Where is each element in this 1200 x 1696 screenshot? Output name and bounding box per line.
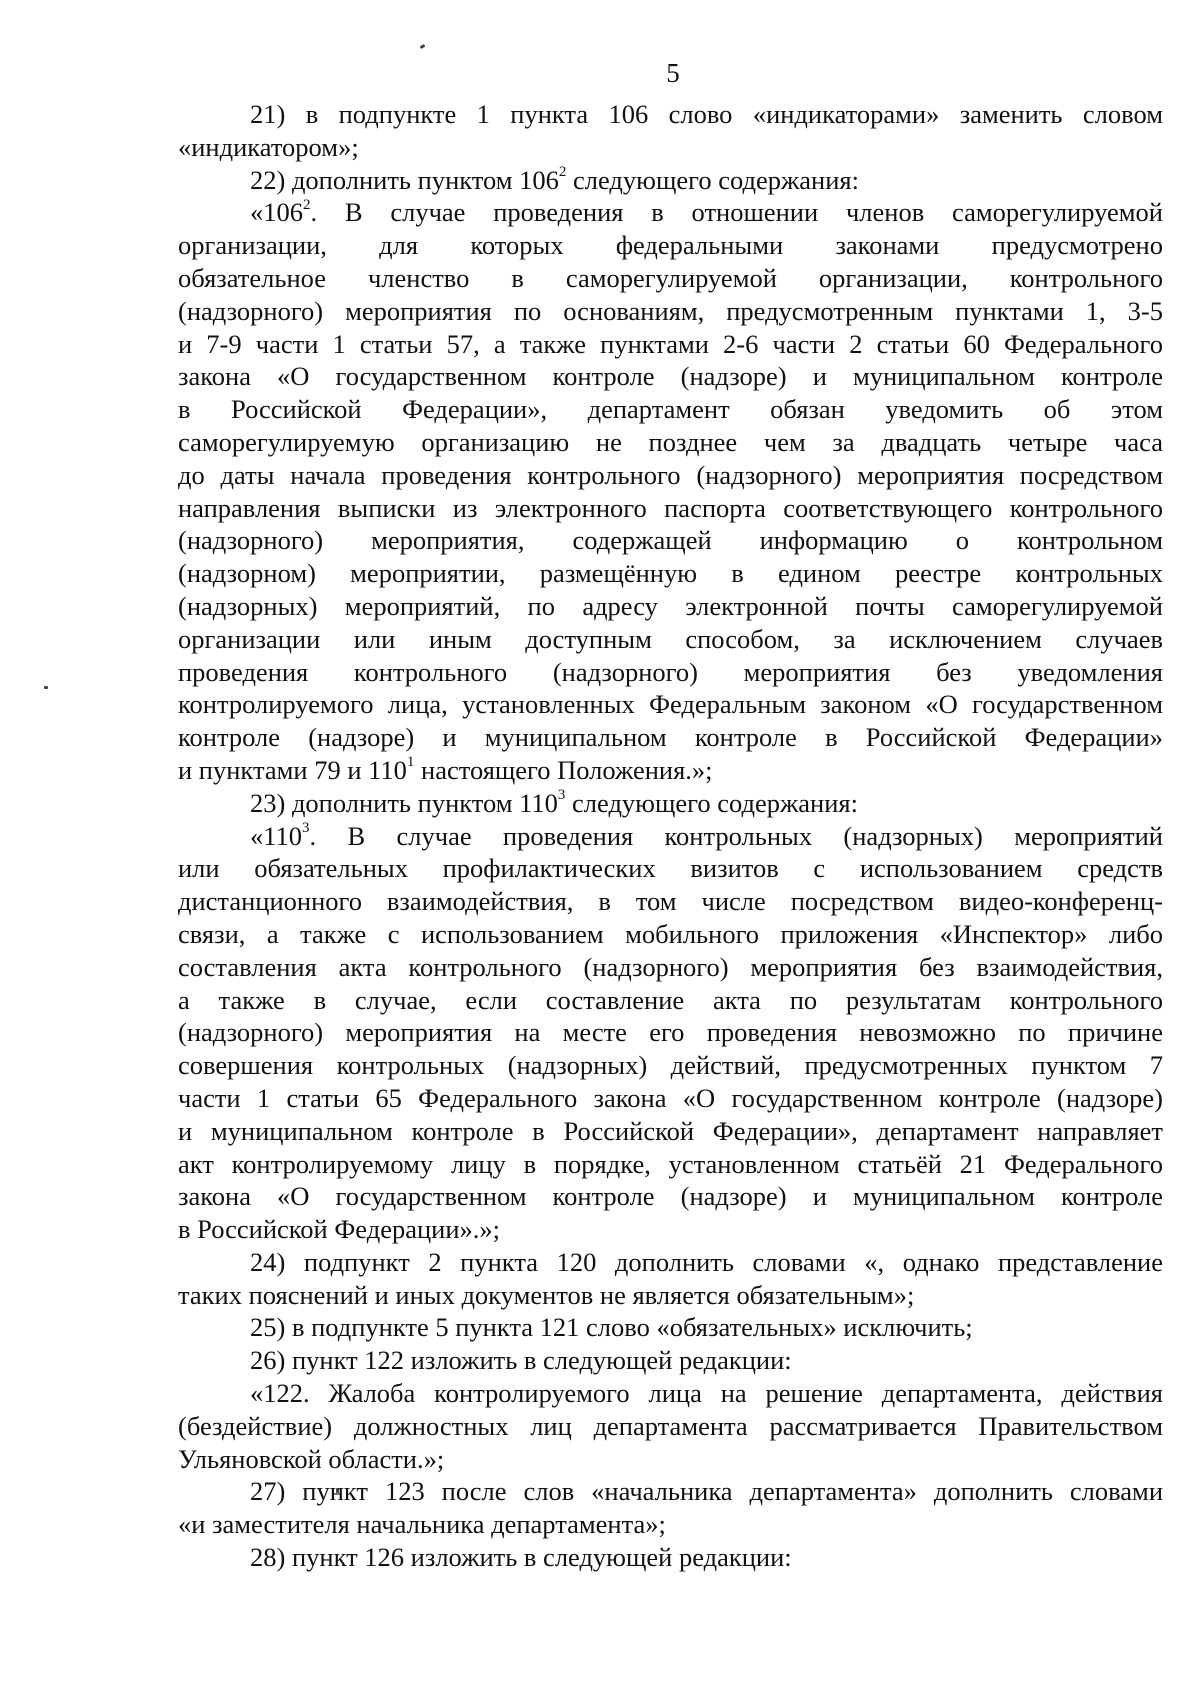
text-line: и муниципальном контроле в Российской Федерации», департамент направляет xyxy=(178,1115,1163,1146)
text-line: организации или иным доступным способом, за исключением случаев xyxy=(178,623,1163,654)
text-line: закона «О государственном контроле (надзоре) и муниципальном контроле xyxy=(178,361,1163,392)
text-line: дистанционного взаимодействия, в том числе посредством видео-конференц- xyxy=(178,886,1163,917)
scan-speck xyxy=(420,44,426,49)
text-line: «$106^2$. В случае проведения в отношении членов саморегулируемой xyxy=(250,196,1163,228)
text-line: 27) пункт 123 после слов «начальника департамента» дополнить словами xyxy=(250,1476,1163,1507)
text-line: (надзорного) мероприятия по основаниям, предусмотренным пунктами 1, 3-5 xyxy=(178,295,1163,326)
text-line: 25) в подпункте 5 пункта 121 слово «обязательных» исключить; xyxy=(250,1312,973,1343)
text-line: Ульяновской области.»; xyxy=(178,1443,445,1474)
text-line: организации, для которых федеральными законами предусмотрено xyxy=(178,230,1163,261)
text-line: направления выписки из электронного паспорта соответствующего контрольного xyxy=(178,492,1163,523)
text-line: или обязательных профилактических визитов с использованием средств xyxy=(178,853,1163,884)
paragraph-clause-110-3 xyxy=(178,820,1163,1246)
paragraph-item-26 xyxy=(178,1344,1163,1377)
text-line: «$110^3$. В случае проведения контрольных (надзорных) мероприятий xyxy=(250,819,1163,851)
text-line: (надзорного) мероприятия на месте его проведения невозможно по причине xyxy=(178,1017,1163,1048)
text-line: части 1 статьи 65 Федерального закона «О государственном контроле (надзоре) xyxy=(178,1082,1163,1113)
scan-speck xyxy=(44,686,48,689)
paragraph-item-21 xyxy=(178,98,1163,164)
text-line: 24) подпункт 2 пункта 120 дополнить словами «, однако представление xyxy=(250,1246,1163,1277)
text-line: 23) дополнить пунктом $110^3$ следующего содержания: xyxy=(250,786,858,818)
text-line: связи, а также с использованием мобильного приложения «Инспектор» либо xyxy=(178,918,1163,949)
text-line: проведения контрольного (надзорного) мероприятия без уведомления xyxy=(178,656,1163,687)
text-line: контролируемого лица, установленных Федеральным законом «О государственном xyxy=(178,689,1163,720)
text-line: таких пояснений и иных документов не является обязательным»; xyxy=(178,1279,915,1310)
text-line: до даты начала проведения контрольного (надзорного) мероприятия посредством xyxy=(178,459,1163,490)
paragraph-clause-106-2 xyxy=(178,196,1163,786)
text-line: саморегулируемую организацию не позднее чем за двадцать четыре часа xyxy=(178,426,1163,457)
text-line: «индикатором»; xyxy=(178,131,359,162)
text-line: (надзорного) мероприятия, содержащей информацию о контрольном xyxy=(178,525,1163,556)
document-body xyxy=(178,98,1163,1574)
text-line: 22) дополнить пунктом $106^2$ следующего содержания: xyxy=(250,163,859,195)
paragraph-item-23 xyxy=(178,787,1163,820)
paragraph-clause-122 xyxy=(178,1377,1163,1475)
paragraph-item-27 xyxy=(178,1475,1163,1541)
paragraph-item-28 xyxy=(178,1541,1163,1574)
text-line: составления акта контрольного (надзорного) мероприятия без взаимодействия, xyxy=(178,951,1163,982)
text-line: «122. Жалоба контролируемого лица на решение департамента, действия xyxy=(250,1378,1163,1409)
paragraph-item-25 xyxy=(178,1311,1163,1344)
text-line: а также в случае, если составление акта по результатам контрольного xyxy=(178,984,1163,1015)
text-line: (бездействие) должностных лиц департамента рассматривается Правительством xyxy=(178,1410,1163,1441)
text-line: «и заместителя начальника департамента»; xyxy=(178,1509,666,1540)
text-line: акт контролируемому лицу в порядке, установленном статьёй 21 Федерального xyxy=(178,1148,1163,1179)
text-line: 21) в подпункте 1 пункта 106 слово «индикаторами» заменить словом xyxy=(250,99,1163,129)
text-line: (надзорных) мероприятий, по адресу электронной почты саморегулируемой xyxy=(178,590,1163,621)
text-line: закона «О государственном контроле (надзоре) и муниципальном контроле xyxy=(178,1181,1163,1212)
page-number: 5 xyxy=(666,58,680,88)
text-line: 28) пункт 126 изложить в следующей редакции: xyxy=(250,1542,792,1573)
text-line: 26) пункт 122 изложить в следующей редакции: xyxy=(250,1345,792,1376)
text-line: обязательное членство в саморегулируемой организации, контрольного xyxy=(178,262,1163,293)
text-line: совершения контрольных (надзорных) действий, предусмотренных пунктом 7 xyxy=(178,1050,1163,1081)
text-line: и 7-9 части 1 статьи 57, а также пунктами 2-6 части 2 статьи 60 Федерального xyxy=(178,328,1163,359)
text-line: в Российской Федерации», департамент обязан уведомить об этом xyxy=(178,394,1163,425)
text-line: (надзорном) мероприятии, размещённую в едином реестре контрольных xyxy=(178,558,1163,589)
text-line: в Российской Федерации».»; xyxy=(178,1214,500,1245)
paragraph-item-22 xyxy=(178,164,1163,197)
text-line: контроле (надзоре) и муниципальном контроле в Российской Федерации» xyxy=(178,722,1163,753)
text-line: и пунктами 79 и $110^1$ настоящего Положения.»; xyxy=(178,754,713,785)
paragraph-item-24 xyxy=(178,1246,1163,1312)
